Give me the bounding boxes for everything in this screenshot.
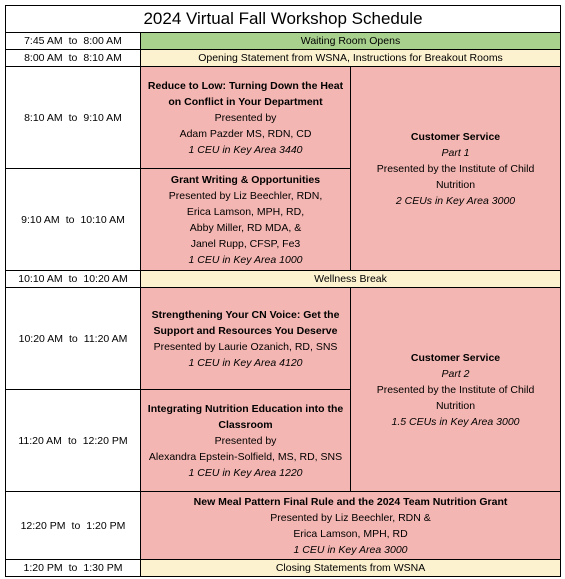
session-ceu: 2 CEUs in Key Area 3000 [395, 194, 516, 207]
session-presenter: Presented by Laurie Ozanich, RD, SNS [153, 340, 338, 353]
wellness-break-cell: Wellness Break [141, 271, 561, 288]
time-end: 12:20 PM [82, 434, 128, 447]
session-presenter: Presented by Liz Beechler, RDN, [168, 189, 323, 202]
time-cell [6, 560, 141, 577]
time-start: 8:00 AM [24, 52, 63, 64]
session-title: New Meal Pattern Final Rule and the 2024 Team Nutrition Grant [193, 495, 508, 508]
session-presenter: Presented by the Institute of Child [376, 383, 535, 396]
time-start: 8:10 AM [24, 111, 63, 124]
time-start: 12:20 PM [20, 519, 66, 532]
time-to: to [68, 52, 78, 64]
session-title: Grant Writing & Opportunities [170, 173, 321, 186]
session-title: Reduce to Low: Turning Down the Heat [147, 79, 344, 92]
session-presenter: Abby Miller, RD MDA, & [189, 221, 302, 234]
time-end: 10:20 AM [83, 273, 128, 285]
time-end: 10:10 AM [80, 213, 125, 226]
schedule-table [5, 5, 561, 577]
time-start: 10:20 AM [18, 332, 63, 345]
session-title: Customer Service [410, 130, 501, 143]
session-title: on Conflict in Your Department [168, 95, 323, 108]
time-start: 1:20 PM [23, 562, 63, 574]
session-grant-writing [141, 169, 351, 271]
session-presenter: Presented by Liz Beechler, RDN & [270, 511, 431, 524]
time-to: to [68, 35, 78, 47]
session-ceu: 1 CEU in Key Area 1000 [188, 253, 303, 266]
closing-statements-cell: Closing Statements from WSNA [141, 560, 561, 577]
time-end: 1:30 PM [83, 562, 123, 574]
session-strengthening-voice [141, 288, 351, 390]
session-ceu: 1 CEU in Key Area 3000 [293, 543, 408, 556]
time-to: to [68, 562, 78, 574]
session-customer-service-part-2 [351, 288, 561, 492]
time-start: 9:10 AM [21, 213, 60, 226]
time-start: 7:45 AM [24, 35, 63, 47]
session-title: Strengthening Your CN Voice: Get the [151, 308, 340, 321]
session-presenter: Alexandra Epstein-Solfield, MS, RD, SNS [148, 450, 343, 463]
time-to: to [68, 273, 78, 285]
time-cell [6, 169, 141, 271]
time-cell [6, 33, 141, 50]
time-start: 11:20 AM [18, 434, 62, 447]
time-cell [6, 390, 141, 492]
session-integrating-nutrition [141, 390, 351, 492]
session-part: Part 1 [441, 146, 470, 159]
time-cell [6, 271, 141, 288]
opening-statement-cell: Opening Statement from WSNA, Instructions for Breakout Rooms [141, 50, 561, 67]
time-end: 9:10 AM [83, 111, 122, 124]
time-end: 8:00 AM [83, 35, 122, 47]
time-end: 11:20 AM [83, 332, 128, 345]
time-cell [6, 50, 141, 67]
session-presenter: Nutrition [435, 399, 476, 412]
session-reduce-to-low [141, 67, 351, 169]
session-presenter: Nutrition [435, 178, 476, 191]
time-start: 10:10 AM [18, 273, 63, 285]
session-title: Classroom [218, 418, 273, 431]
session-title: Support and Resources You Deserve [153, 324, 338, 337]
time-cell [6, 67, 141, 169]
session-presented-by: Presented by [214, 111, 277, 124]
time-cell [6, 492, 141, 560]
time-end: 8:10 AM [83, 52, 122, 64]
session-meal-pattern [141, 492, 561, 560]
session-ceu: 1.5 CEUs in Key Area 3000 [391, 415, 520, 428]
time-to: to [69, 332, 78, 345]
time-cell [6, 288, 141, 390]
session-title: Customer Service [410, 351, 501, 364]
session-customer-service-part-1 [351, 67, 561, 271]
time-to: to [68, 111, 78, 124]
session-presenter: Presented by the Institute of Child [376, 162, 535, 175]
time-to: to [67, 434, 77, 447]
session-presenter: Erica Lamson, MPH, RD [293, 527, 408, 540]
session-presenter: Erica Lamson, MPH, RD, [186, 205, 305, 218]
session-ceu: 1 CEU in Key Area 4120 [188, 356, 303, 369]
waiting-room-cell: Waiting Room Opens [141, 33, 561, 50]
schedule-title: 2024 Virtual Fall Workshop Schedule [6, 6, 561, 33]
session-title: Integrating Nutrition Education into the [147, 402, 344, 415]
time-end: 1:20 PM [86, 519, 126, 532]
session-presented-by: Presented by [214, 434, 277, 447]
time-to: to [65, 213, 75, 226]
time-to: to [71, 519, 81, 532]
session-ceu: 1 CEU in Key Area 3440 [188, 143, 303, 156]
session-ceu: 1 CEU in Key Area 1220 [188, 466, 303, 479]
session-presenter: Adam Pazder MS, RDN, CD [179, 127, 312, 140]
session-presenter: Janel Rupp, CFSP, Fe3 [190, 237, 301, 250]
session-part: Part 2 [441, 367, 470, 380]
